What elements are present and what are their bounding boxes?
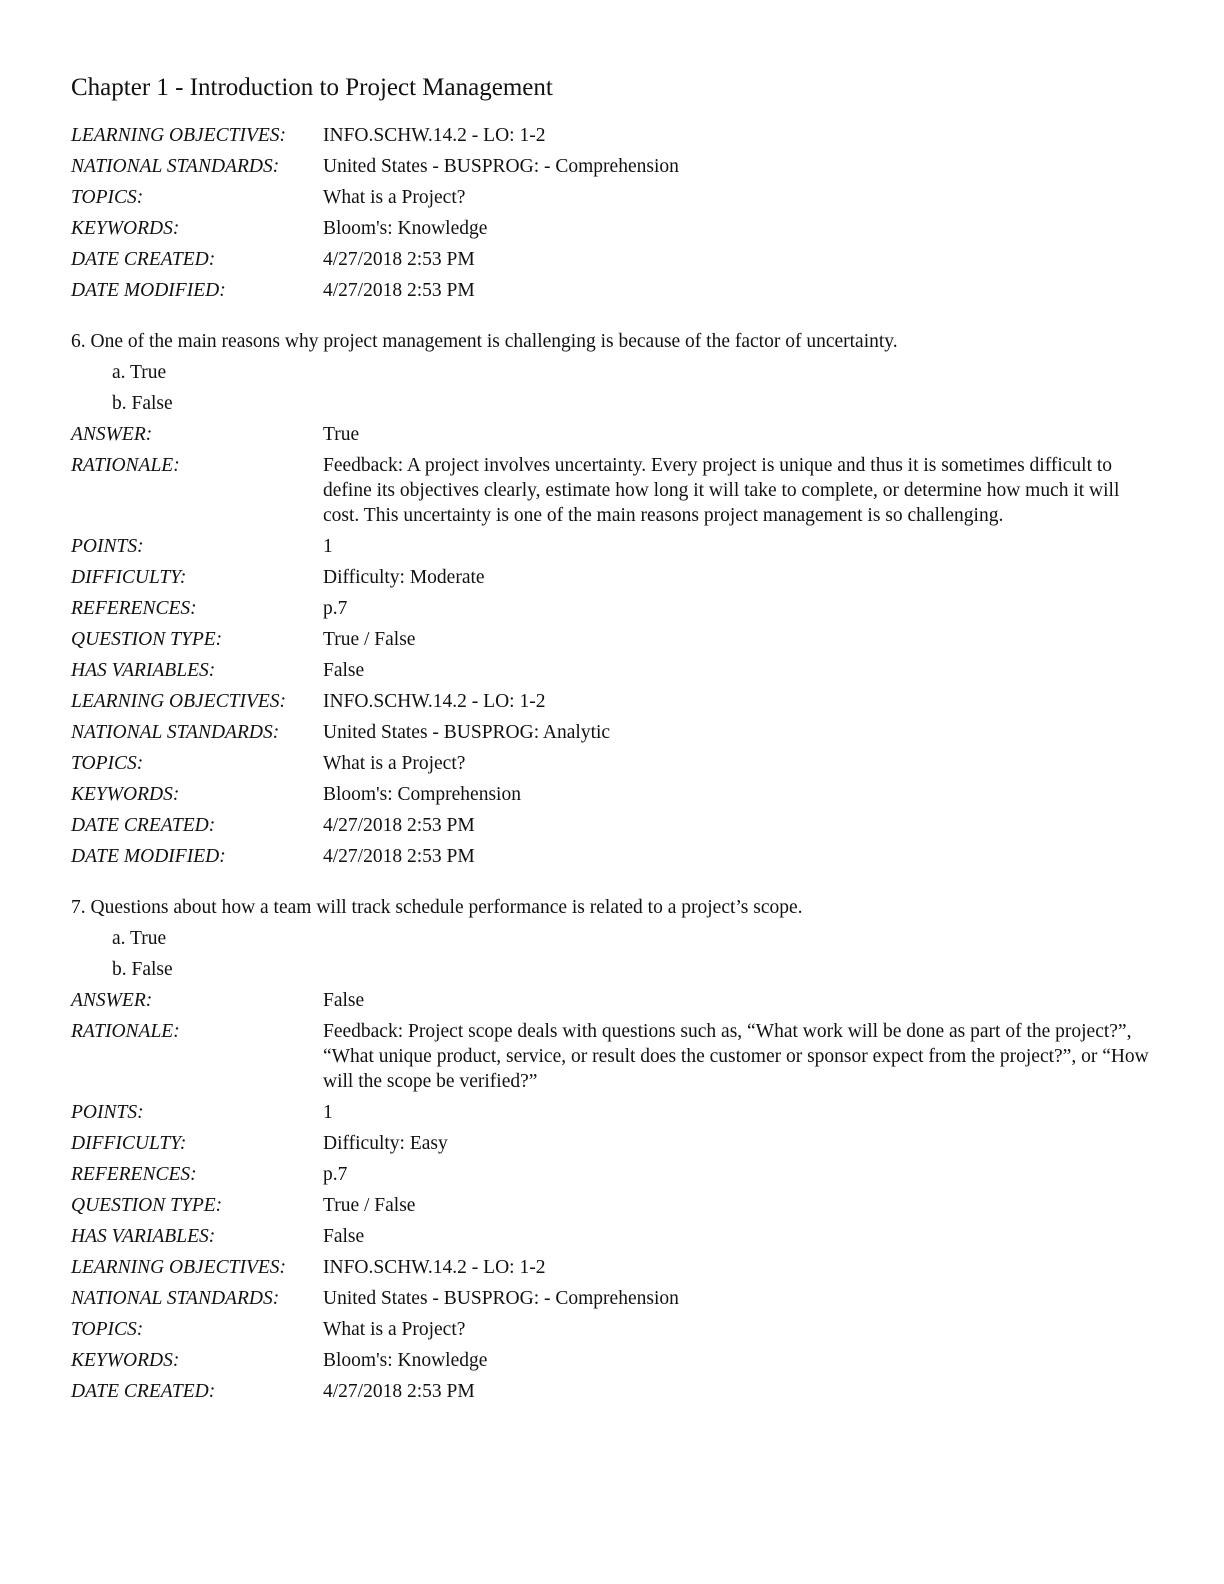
meta-label: TOPICS:	[71, 753, 144, 774]
meta-row-has-variables	[71, 655, 1151, 686]
meta-row-references	[71, 1159, 1151, 1190]
meta-label: HAS VARIABLES:	[71, 1226, 216, 1247]
chapter-title: Chapter 1 - Introduction to Project Management	[71, 74, 553, 101]
meta-label: RATIONALE:	[71, 1021, 180, 1042]
meta-value: United States - BUSPROG: - Comprehension	[323, 156, 679, 177]
meta-value: Bloom's: Comprehension	[323, 784, 521, 805]
question-6	[71, 326, 1151, 872]
meta-label: DATE MODIFIED:	[71, 280, 226, 301]
meta-value: What is a Project?	[323, 187, 466, 208]
meta-row-answer	[71, 985, 1151, 1016]
rationale-text: Feedback: A project involves uncertainty. Every project is unique and thus it is sometimes difficult to define its objectives clearly, estimate how long it will take to complete, or determine how much it will cost. This uncertainty is one of the main reasons project management is so challenging.	[323, 455, 1120, 526]
meta-label: DATE CREATED:	[71, 1381, 216, 1402]
meta-label: QUESTION TYPE:	[71, 1195, 223, 1216]
meta-label: LEARNING OBJECTIVES:	[71, 691, 287, 712]
meta-row-date-created	[71, 1376, 1151, 1407]
meta-value: False	[323, 660, 365, 681]
meta-value: p.7	[323, 1164, 348, 1185]
meta-row-difficulty	[71, 1128, 1151, 1159]
meta-row-date-created	[71, 810, 1151, 841]
meta-row-points	[71, 531, 1151, 562]
meta-label: DATE CREATED:	[71, 815, 216, 836]
meta-label: KEYWORDS:	[71, 784, 180, 805]
meta-label: ANSWER:	[71, 990, 153, 1011]
question-stem: 7. Questions about how a team will track schedule performance is related to a project’s scope.	[71, 897, 803, 918]
meta-row-keywords	[71, 779, 1151, 810]
answer-value: False	[323, 990, 365, 1011]
rationale-text: Feedback: Project scope deals with questions such as, “What work will be done as part of the project?”, “What unique product, service, or result does the customer or sponsor expect from the project?”, or “How will the scope be verified?”	[323, 1021, 1149, 1092]
option-a: a. True	[112, 928, 167, 949]
meta-row-question-type	[71, 624, 1151, 655]
meta-label: TOPICS:	[71, 1319, 144, 1340]
meta-row-points	[71, 1097, 1151, 1128]
meta-label: REFERENCES:	[71, 1164, 197, 1185]
meta-label: DIFFICULTY:	[71, 567, 187, 588]
meta-row-national-standards	[71, 717, 1151, 748]
meta-value: INFO.SCHW.14.2 - LO: 1-2	[323, 1257, 546, 1278]
meta-value: What is a Project?	[323, 753, 466, 774]
meta-label: HAS VARIABLES:	[71, 660, 216, 681]
meta-value: 4/27/2018 2:53 PM	[323, 815, 475, 836]
meta-label: DATE CREATED:	[71, 249, 216, 270]
meta-value: INFO.SCHW.14.2 - LO: 1-2	[323, 691, 546, 712]
meta-row-national-standards	[71, 151, 1151, 182]
meta-row-date-modified	[71, 275, 1151, 306]
meta-row-keywords	[71, 213, 1151, 244]
meta-row-rationale	[71, 1016, 1151, 1097]
meta-value: Bloom's: Knowledge	[323, 218, 488, 239]
meta-row-difficulty	[71, 562, 1151, 593]
meta-row-topics	[71, 748, 1151, 779]
meta-value: 4/27/2018 2:53 PM	[323, 846, 475, 867]
meta-label: DATE MODIFIED:	[71, 846, 226, 867]
meta-value: False	[323, 1226, 365, 1247]
meta-value: United States - BUSPROG: - Comprehension	[323, 1288, 679, 1309]
meta-row-national-standards	[71, 1283, 1151, 1314]
meta-label: DIFFICULTY:	[71, 1133, 187, 1154]
meta-row-topics	[71, 1314, 1151, 1345]
meta-label: RATIONALE:	[71, 455, 180, 476]
question-7	[71, 892, 1151, 1407]
meta-value: True / False	[323, 629, 416, 650]
option-b: b. False	[112, 393, 173, 414]
document-page	[71, 70, 1151, 1407]
option-a: a. True	[112, 362, 167, 383]
meta-row-question-type	[71, 1190, 1151, 1221]
meta-label: QUESTION TYPE:	[71, 629, 223, 650]
option-b: b. False	[112, 959, 173, 980]
meta-row-keywords	[71, 1345, 1151, 1376]
meta-value: 4/27/2018 2:53 PM	[323, 249, 475, 270]
meta-row-learning-objectives	[71, 686, 1151, 717]
answer-value: True	[323, 424, 360, 445]
meta-value: United States - BUSPROG: Analytic	[323, 722, 611, 743]
meta-value: 1	[323, 536, 333, 557]
meta-label: POINTS:	[71, 1102, 144, 1123]
prev-question-metadata	[71, 120, 1151, 306]
meta-value: Bloom's: Knowledge	[323, 1350, 488, 1371]
meta-value: True / False	[323, 1195, 416, 1216]
meta-label: ANSWER:	[71, 424, 153, 445]
meta-value: 4/27/2018 2:53 PM	[323, 1381, 475, 1402]
meta-row-learning-objectives	[71, 120, 1151, 151]
meta-value: p.7	[323, 598, 348, 619]
meta-row-topics	[71, 182, 1151, 213]
meta-row-date-created	[71, 244, 1151, 275]
meta-label: KEYWORDS:	[71, 218, 180, 239]
meta-label: KEYWORDS:	[71, 1350, 180, 1371]
meta-value: 1	[323, 1102, 333, 1123]
meta-label: NATIONAL STANDARDS:	[71, 722, 280, 743]
meta-label: NATIONAL STANDARDS:	[71, 156, 280, 177]
question-stem: 6. One of the main reasons why project management is challenging is because of the factor of uncertainty.	[71, 331, 898, 352]
meta-value: Difficulty: Easy	[323, 1133, 448, 1154]
meta-label: NATIONAL STANDARDS:	[71, 1288, 280, 1309]
meta-label: LEARNING OBJECTIVES:	[71, 125, 287, 146]
meta-row-rationale	[71, 450, 1151, 531]
meta-row-date-modified	[71, 841, 1151, 872]
meta-row-learning-objectives	[71, 1252, 1151, 1283]
meta-value: What is a Project?	[323, 1319, 466, 1340]
meta-label: LEARNING OBJECTIVES:	[71, 1257, 287, 1278]
meta-row-references	[71, 593, 1151, 624]
meta-value: Difficulty: Moderate	[323, 567, 485, 588]
meta-label: POINTS:	[71, 536, 144, 557]
meta-row-has-variables	[71, 1221, 1151, 1252]
meta-value: INFO.SCHW.14.2 - LO: 1-2	[323, 125, 546, 146]
meta-row-answer	[71, 419, 1151, 450]
meta-label: REFERENCES:	[71, 598, 197, 619]
meta-value: 4/27/2018 2:53 PM	[323, 280, 475, 301]
meta-label: TOPICS:	[71, 187, 144, 208]
